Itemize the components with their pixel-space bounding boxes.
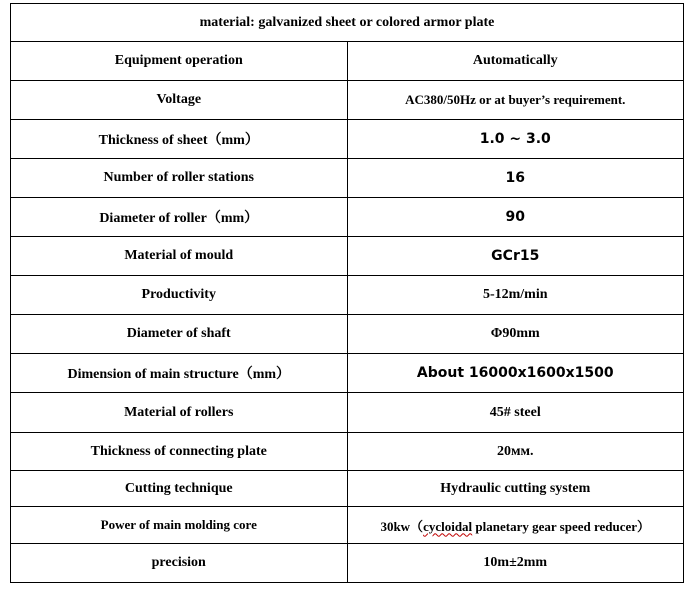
table-row (11, 471, 684, 507)
row-value: GCr15 (347, 237, 684, 276)
row-label: Voltage (11, 81, 348, 120)
row-label: Diameter of shaft (11, 315, 348, 354)
row-value: 20мм. (347, 433, 684, 471)
row-value: AC380/50Hz or at buyer’s requirement. (347, 81, 684, 120)
table-row (11, 81, 684, 120)
row-label: Thickness of sheet（mm） (11, 120, 348, 159)
row-label: Productivity (11, 276, 348, 315)
row-value: 45# steel (347, 393, 684, 433)
table-row (11, 315, 684, 354)
table-row (11, 159, 684, 198)
table-title-row (11, 4, 684, 42)
row-value: 10m±2mm (347, 544, 684, 583)
table-row (11, 544, 684, 583)
row-label: Thickness of connecting plate (11, 433, 348, 471)
row-label: Material of mould (11, 237, 348, 276)
row-label: Number of roller stations (11, 159, 348, 198)
row-value-suffix: planetary gear speed reducer） (472, 518, 651, 534)
table-row (11, 433, 684, 471)
row-label: Dimension of main structure（mm） (11, 354, 348, 393)
table-row (11, 198, 684, 237)
table-row (11, 120, 684, 159)
spec-table (10, 3, 684, 583)
row-value: Automatically (347, 42, 684, 81)
row-label: Diameter of roller（mm） (11, 198, 348, 237)
row-label: Power of main molding core (11, 507, 348, 544)
row-value: 16 (347, 159, 684, 198)
table-row (11, 507, 684, 544)
row-value: 1.0 ~ 3.0 (347, 120, 684, 159)
row-value: About 16000x1600x1500 (347, 354, 684, 393)
table-row (11, 354, 684, 393)
table-title: material: galvanized sheet or colored armor plate (11, 4, 684, 42)
row-value: Hydraulic cutting system (347, 471, 684, 507)
row-value-prefix: 30kw（ (380, 518, 424, 534)
row-label: Equipment operation (11, 42, 348, 81)
table-row (11, 42, 684, 81)
row-value-marked: cycloidal (423, 518, 473, 534)
row-value: Φ90mm (347, 315, 684, 354)
row-value: 90 (347, 198, 684, 237)
row-label: Material of rollers (11, 393, 348, 433)
row-label: Cutting technique (11, 471, 348, 507)
row-value: 5-12m/min (347, 276, 684, 315)
table-row (11, 276, 684, 315)
row-value (347, 507, 684, 544)
row-label: precision (11, 544, 348, 583)
table-row (11, 237, 684, 276)
table-row (11, 393, 684, 433)
